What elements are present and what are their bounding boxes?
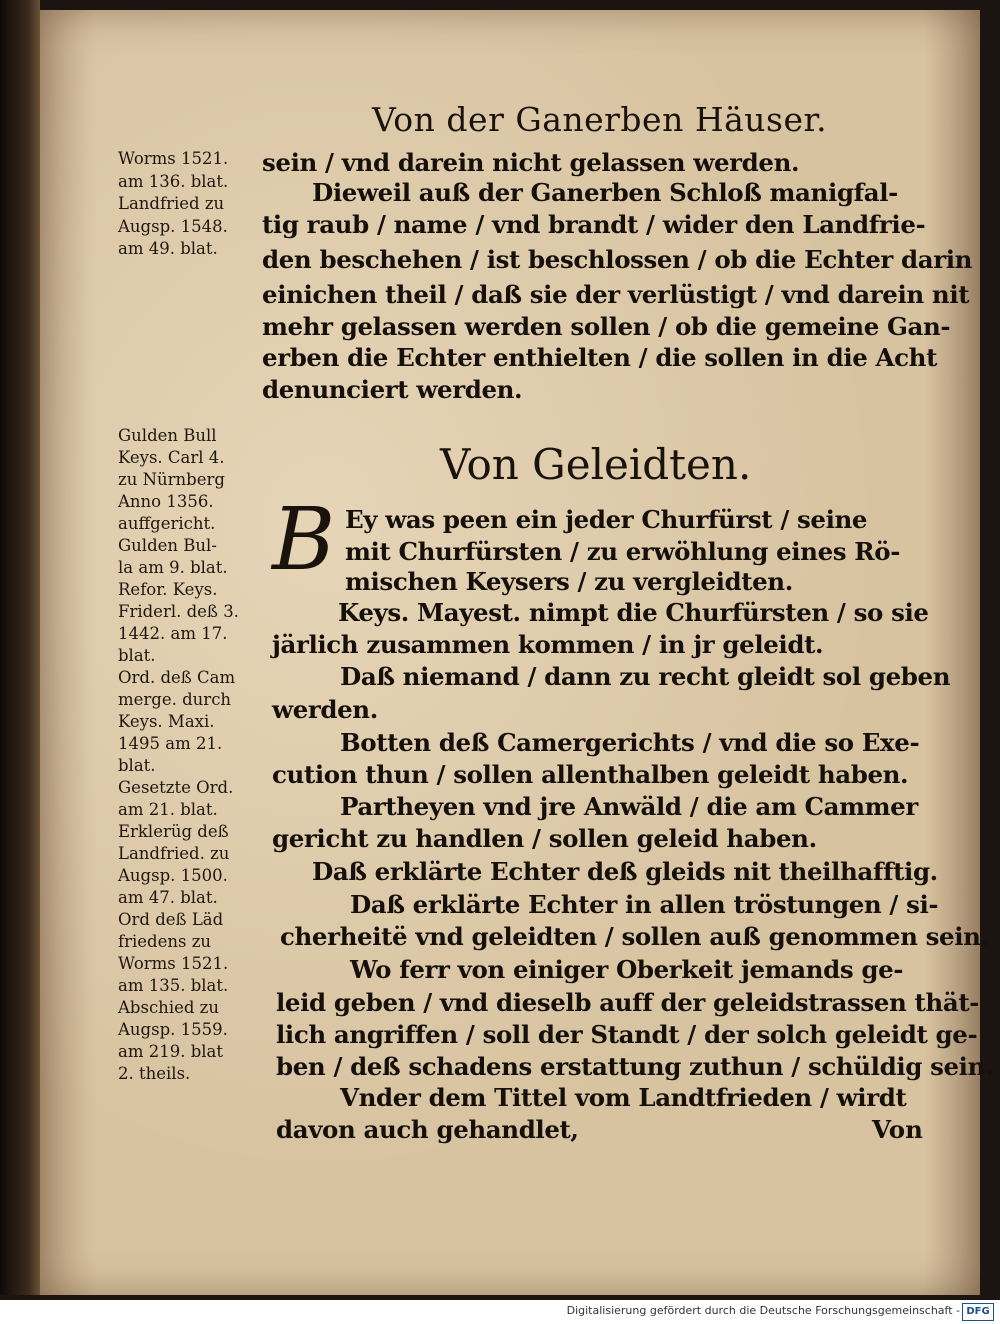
body-line: den beschehen / ist beschlossen / ob die Echter darin bbox=[262, 245, 973, 274]
body-line: Daß niemand / dann zu recht gleidt sol geben bbox=[340, 662, 951, 691]
margin-note-line: blat. bbox=[118, 646, 156, 665]
margin-note-line: Gesetzte Ord. bbox=[118, 778, 234, 797]
margin-note-line: Ord. deß Cam bbox=[118, 668, 236, 687]
margin-note-line: Gulden Bull bbox=[118, 426, 217, 445]
body-line: cution thun / sollen allenthalben geleidt haben. bbox=[272, 760, 909, 789]
body-line: Ey was peen ein jeder Churfürst / seine bbox=[345, 505, 868, 534]
body-line: lich angriffen / soll der Standt / der solch geleidt ge- bbox=[276, 1020, 978, 1049]
margin-note-line: Landfried zu bbox=[118, 194, 225, 213]
body-line: gericht zu handlen / sollen geleid haben. bbox=[272, 824, 817, 853]
margin-note-line: am 21. blat. bbox=[118, 800, 218, 819]
margin-note-line: Landfried. zu bbox=[118, 844, 230, 863]
body-line: leid geben / vnd dieselb auff der geleidstrassen thät- bbox=[276, 988, 980, 1017]
digitization-footer bbox=[0, 1300, 1000, 1324]
drop-initial: B bbox=[272, 490, 336, 590]
margin-note-line: am 219. blat bbox=[118, 1042, 224, 1061]
margin-note-line: Augsp. 1548. bbox=[118, 216, 228, 236]
margin-note-line: Anno 1356. bbox=[118, 492, 214, 511]
body-line: järlich zusammen kommen / in jr geleidt. bbox=[272, 630, 824, 659]
body-line: Daß erklärte Echter in allen tröstungen / si- bbox=[350, 890, 939, 919]
margin-note-line: am 136. blat. bbox=[118, 171, 229, 191]
margin-note-line: Ord deß Läd bbox=[118, 910, 224, 929]
body-line: erben die Echter enthielten / die sollen in die Acht bbox=[262, 343, 938, 372]
body-line: mehr gelassen werden sollen / ob die gemeine Gan- bbox=[262, 312, 951, 341]
running-head: Von der Ganerben Häuser. bbox=[372, 100, 828, 139]
body-line: Daß erklärte Echter deß gleids nit theilhafftig. bbox=[312, 857, 938, 886]
book-spine-edge bbox=[0, 0, 40, 1295]
margin-note-line: 1495 am 21. bbox=[118, 734, 223, 753]
body-line: cherheitë vnd geleidten / sollen auß genommen sein. bbox=[280, 922, 989, 951]
dfg-logo-icon: DFG bbox=[962, 1303, 994, 1321]
margin-note-line: la am 9. blat. bbox=[118, 558, 228, 577]
margin-note-line: Augsp. 1559. bbox=[118, 1020, 228, 1039]
margin-note-line: auffgericht. bbox=[118, 514, 216, 533]
body-line: werden. bbox=[272, 695, 378, 724]
margin-note-line: Worms 1521. bbox=[118, 954, 229, 973]
margin-note-line: am 49. blat. bbox=[118, 239, 218, 258]
margin-note-line: Erklerüg deß bbox=[118, 822, 229, 841]
margin-note-line: 2. theils. bbox=[118, 1064, 191, 1083]
body-line: Keys. Mayest. nimpt die Churfürsten / so sie bbox=[338, 598, 929, 627]
margin-note-line: merge. durch bbox=[118, 690, 232, 709]
margin-note-line: Augsp. 1500. bbox=[118, 866, 228, 885]
body-line: tig raub / name / vnd brandt / wider den Landfrie- bbox=[262, 210, 926, 239]
margin-note-line: blat. bbox=[118, 756, 156, 775]
margin-note-line: Abschied zu bbox=[118, 998, 219, 1017]
margin-note-line: am 135. blat. bbox=[118, 976, 229, 995]
funding-notice: Digitalisierung gefördert durch die Deutsche Forschungsgemeinschaft - bbox=[566, 1304, 960, 1317]
body-line: Botten deß Camergerichts / vnd die so Exe- bbox=[340, 728, 920, 757]
body-line: Vnder dem Tittel vom Landtfrieden / wirdt bbox=[340, 1083, 907, 1112]
margin-note-block-2 bbox=[118, 425, 268, 1085]
body-line: davon auch gehandlet, bbox=[276, 1115, 579, 1144]
body-line: mischen Keysers / zu vergleidten. bbox=[345, 567, 793, 596]
body-line: sein / vnd darein nicht gelassen werden. bbox=[262, 148, 800, 177]
margin-note-line: friedens zu bbox=[118, 932, 212, 951]
body-line: Wo ferr von einiger Oberkeit jemands ge- bbox=[350, 955, 904, 984]
margin-note-line: Friderl. deß 3. bbox=[118, 602, 239, 621]
body-line: mit Churfürsten / zu erwöhlung eines Rö- bbox=[345, 537, 900, 566]
catchword: Von bbox=[872, 1115, 923, 1144]
margin-note-block-1 bbox=[118, 148, 268, 261]
section-title: Von Geleidten. bbox=[440, 440, 752, 489]
body-line: Dieweil auß der Ganerben Schloß manigfal- bbox=[312, 178, 898, 207]
body-line: ben / deß schadens erstattung zuthun / schüldig sein. bbox=[276, 1052, 994, 1081]
margin-note-line: Refor. Keys. bbox=[118, 580, 218, 599]
body-line: einichen theil / daß sie der verlüstigt / vnd darein nit bbox=[262, 280, 970, 309]
margin-note-line: Worms 1521. bbox=[118, 149, 229, 168]
margin-note-line: am 47. blat. bbox=[118, 888, 218, 907]
body-line: denunciert werden. bbox=[262, 375, 523, 404]
margin-note-line: 1442. am 17. bbox=[118, 624, 228, 643]
margin-note-line: zu Nürnberg bbox=[118, 470, 225, 489]
margin-note-line: Keys. Maxi. bbox=[118, 712, 215, 731]
body-line: Partheyen vnd jre Anwäld / die am Cammer bbox=[340, 792, 918, 821]
margin-note-line: Keys. Carl 4. bbox=[118, 448, 225, 467]
margin-note-line: Gulden Bul- bbox=[118, 536, 217, 555]
